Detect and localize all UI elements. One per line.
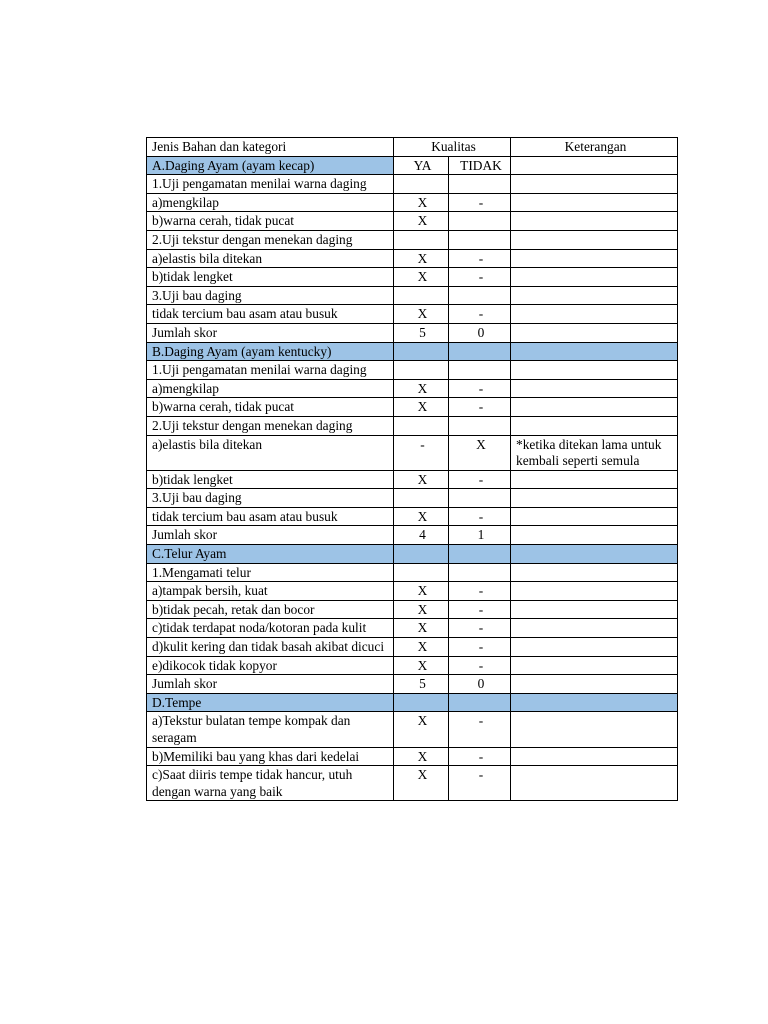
ya-cell: X — [394, 398, 449, 417]
table-row — [147, 582, 678, 601]
ya-score: 5 — [394, 675, 449, 694]
keterangan-cell — [511, 470, 678, 489]
section-row — [147, 342, 678, 361]
keterangan-cell — [511, 286, 678, 305]
keterangan-cell — [511, 638, 678, 657]
table-row — [147, 619, 678, 638]
ya-cell: X — [394, 268, 449, 287]
keterangan-cell — [511, 619, 678, 638]
table-row — [147, 712, 678, 747]
ya-cell: X — [394, 193, 449, 212]
tidak-cell — [449, 212, 511, 231]
table-row — [147, 416, 678, 435]
tidak-cell: - — [449, 379, 511, 398]
keterangan-cell — [511, 600, 678, 619]
tidak-cell: - — [449, 507, 511, 526]
header-keterangan: Keterangan — [511, 138, 678, 157]
tidak-cell: - — [449, 747, 511, 766]
keterangan-cell — [511, 342, 678, 361]
tidak-cell: - — [449, 638, 511, 657]
criteria-cell: d)kulit kering dan tidak basah akibat dicuci — [147, 638, 394, 657]
header-kualitas: Kualitas — [394, 138, 511, 157]
keterangan-cell — [511, 416, 678, 435]
ya-cell: - — [394, 435, 449, 470]
header-jenis: Jenis Bahan dan kategori — [147, 138, 394, 157]
criteria-cell: b)tidak lengket — [147, 470, 394, 489]
tidak-cell — [449, 416, 511, 435]
tidak-cell: TIDAK — [449, 156, 511, 175]
criteria-cell: a)elastis bila ditekan — [147, 249, 394, 268]
table-row — [147, 398, 678, 417]
ya-cell: X — [394, 582, 449, 601]
section-row — [147, 693, 678, 712]
ya-cell: X — [394, 600, 449, 619]
tidak-cell: - — [449, 305, 511, 324]
criteria-cell: 3.Uji bau daging — [147, 489, 394, 508]
score-row — [147, 526, 678, 545]
tidak-cell — [449, 342, 511, 361]
tidak-cell — [449, 286, 511, 305]
criteria-cell: b)tidak lengket — [147, 268, 394, 287]
score-row — [147, 323, 678, 342]
criteria-cell: 2.Uji tekstur dengan menekan daging — [147, 416, 394, 435]
criteria-cell: 3.Uji bau daging — [147, 286, 394, 305]
table-row — [147, 379, 678, 398]
keterangan-cell — [511, 361, 678, 380]
ya-cell — [394, 489, 449, 508]
keterangan-cell — [511, 545, 678, 564]
criteria-cell: b)Memiliki bau yang khas dari kedelai — [147, 747, 394, 766]
table-row — [147, 361, 678, 380]
section-title: B.Daging Ayam (ayam kentucky) — [147, 342, 394, 361]
tidak-cell — [449, 693, 511, 712]
keterangan-cell — [511, 193, 678, 212]
keterangan-cell — [511, 693, 678, 712]
keterangan-cell — [511, 305, 678, 324]
criteria-cell: c)tidak terdapat noda/kotoran pada kulit — [147, 619, 394, 638]
ya-cell — [394, 342, 449, 361]
ya-cell: X — [394, 249, 449, 268]
tidak-cell: - — [449, 712, 511, 747]
keterangan-cell — [511, 712, 678, 747]
ya-cell: YA — [394, 156, 449, 175]
keterangan-cell — [511, 230, 678, 249]
tidak-cell: - — [449, 193, 511, 212]
ya-cell — [394, 545, 449, 564]
ya-cell — [394, 693, 449, 712]
tidak-cell: - — [449, 470, 511, 489]
section-title: D.Tempe — [147, 693, 394, 712]
section-row — [147, 156, 678, 175]
table-row — [147, 563, 678, 582]
tidak-cell: - — [449, 268, 511, 287]
tidak-cell — [449, 563, 511, 582]
tidak-cell — [449, 230, 511, 249]
ya-cell: X — [394, 766, 449, 801]
keterangan-cell — [511, 323, 678, 342]
table-row — [147, 212, 678, 231]
ya-score: 4 — [394, 526, 449, 545]
score-label: Jumlah skor — [147, 323, 394, 342]
ya-cell — [394, 416, 449, 435]
tidak-cell — [449, 361, 511, 380]
ya-score: 5 — [394, 323, 449, 342]
ya-cell — [394, 175, 449, 194]
keterangan-cell — [511, 747, 678, 766]
header-row — [147, 138, 678, 157]
table-row — [147, 435, 678, 470]
ya-cell: X — [394, 379, 449, 398]
criteria-cell: e)dikocok tidak kopyor — [147, 656, 394, 675]
criteria-cell: tidak tercium bau asam atau busuk — [147, 305, 394, 324]
tidak-cell — [449, 489, 511, 508]
ya-cell: X — [394, 712, 449, 747]
score-row — [147, 675, 678, 694]
table-row — [147, 305, 678, 324]
quality-table — [146, 137, 678, 801]
criteria-cell: 1.Uji pengamatan menilai warna daging — [147, 361, 394, 380]
section-row — [147, 545, 678, 564]
table-row — [147, 656, 678, 675]
section-title: A.Daging Ayam (ayam kecap) — [147, 156, 394, 175]
table-row — [147, 230, 678, 249]
ya-cell: X — [394, 619, 449, 638]
table-row — [147, 489, 678, 508]
table-row — [147, 600, 678, 619]
ya-cell: X — [394, 305, 449, 324]
ya-cell — [394, 230, 449, 249]
criteria-cell: 1.Mengamati telur — [147, 563, 394, 582]
ya-cell: X — [394, 470, 449, 489]
ya-cell: X — [394, 507, 449, 526]
section-title: C.Telur Ayam — [147, 545, 394, 564]
tidak-cell: - — [449, 582, 511, 601]
table-row — [147, 249, 678, 268]
criteria-cell: c)Saat diiris tempe tidak hancur, utuh dengan warna yang baik — [147, 766, 394, 801]
table-row — [147, 286, 678, 305]
tidak-cell — [449, 175, 511, 194]
table-row — [147, 766, 678, 801]
ya-cell — [394, 361, 449, 380]
keterangan-cell — [511, 268, 678, 287]
keterangan-cell — [511, 398, 678, 417]
table-row — [147, 268, 678, 287]
keterangan-cell — [511, 526, 678, 545]
criteria-cell: a)mengkilap — [147, 379, 394, 398]
ya-cell — [394, 286, 449, 305]
ya-cell: X — [394, 638, 449, 657]
keterangan-cell — [511, 675, 678, 694]
keterangan-cell — [511, 156, 678, 175]
ya-cell: X — [394, 747, 449, 766]
criteria-cell: b)tidak pecah, retak dan bocor — [147, 600, 394, 619]
criteria-cell: a)tampak bersih, kuat — [147, 582, 394, 601]
criteria-cell: 2.Uji tekstur dengan menekan daging — [147, 230, 394, 249]
table-row — [147, 507, 678, 526]
keterangan-cell — [511, 212, 678, 231]
table-row — [147, 175, 678, 194]
keterangan-note: *ketika ditekan lama untuk kembali seperti semula — [511, 435, 678, 470]
tidak-score: 1 — [449, 526, 511, 545]
score-label: Jumlah skor — [147, 675, 394, 694]
criteria-cell: a)Tekstur bulatan tempe kompak dan seragam — [147, 712, 394, 747]
tidak-cell — [449, 545, 511, 564]
table-row — [147, 470, 678, 489]
tidak-cell: - — [449, 249, 511, 268]
ya-cell: X — [394, 656, 449, 675]
keterangan-cell — [511, 507, 678, 526]
criteria-cell: a)elastis bila ditekan — [147, 435, 394, 470]
criteria-cell: b)warna cerah, tidak pucat — [147, 398, 394, 417]
ya-cell — [394, 563, 449, 582]
tidak-cell: - — [449, 600, 511, 619]
table-row — [147, 747, 678, 766]
tidak-score: 0 — [449, 675, 511, 694]
tidak-cell: - — [449, 766, 511, 801]
table-row — [147, 193, 678, 212]
tidak-score: 0 — [449, 323, 511, 342]
score-label: Jumlah skor — [147, 526, 394, 545]
tidak-cell: - — [449, 619, 511, 638]
tidak-cell: - — [449, 656, 511, 675]
tidak-cell: X — [449, 435, 511, 470]
criteria-cell: a)mengkilap — [147, 193, 394, 212]
keterangan-cell — [511, 249, 678, 268]
keterangan-cell — [511, 656, 678, 675]
keterangan-cell — [511, 175, 678, 194]
ya-cell: X — [394, 212, 449, 231]
keterangan-cell — [511, 766, 678, 801]
criteria-cell: 1.Uji pengamatan menilai warna daging — [147, 175, 394, 194]
tidak-cell: - — [449, 398, 511, 417]
table-row — [147, 638, 678, 657]
keterangan-cell — [511, 379, 678, 398]
criteria-cell: b)warna cerah, tidak pucat — [147, 212, 394, 231]
keterangan-cell — [511, 582, 678, 601]
criteria-cell: tidak tercium bau asam atau busuk — [147, 507, 394, 526]
keterangan-cell — [511, 563, 678, 582]
keterangan-cell — [511, 489, 678, 508]
